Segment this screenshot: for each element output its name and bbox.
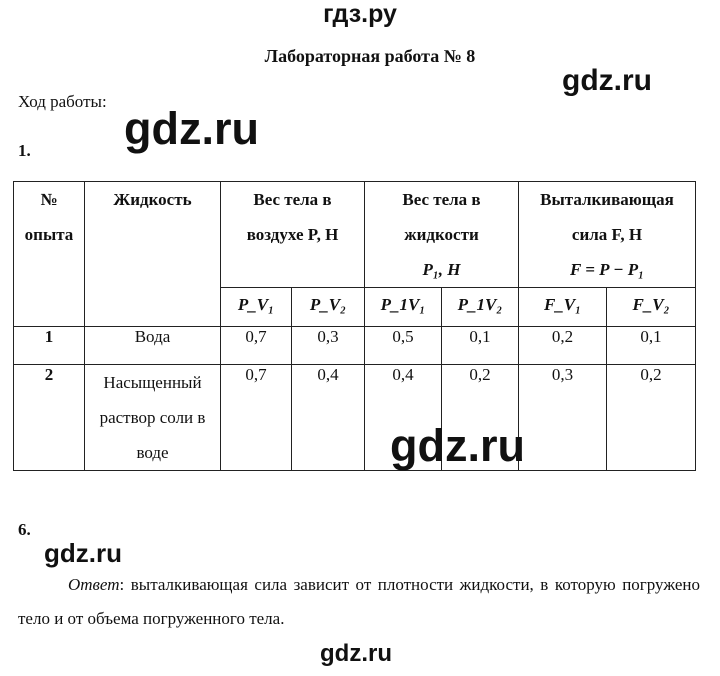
progress-label: Ход работы: <box>18 92 107 111</box>
subheader-cell: P_1V₂ <box>442 288 519 327</box>
col-header-number: № опыта <box>14 182 85 327</box>
watermark: gdz.ru <box>44 538 122 568</box>
row-liquid: Вода <box>85 327 221 365</box>
row-value: 0,2 <box>519 327 607 365</box>
data-table <box>13 181 696 471</box>
watermark: gdz.ru <box>320 640 392 667</box>
watermark: gdz.ru <box>390 420 525 471</box>
subheader-cell: P_1V₁ <box>365 288 442 327</box>
row-value: 0,1 <box>442 327 519 365</box>
subheader-cell: P_V₁ <box>221 288 292 327</box>
site-header: гдз.ру <box>323 0 397 28</box>
row-number: 2 <box>14 365 85 471</box>
row-value: 0,5 <box>365 327 442 365</box>
row-value: 0,3 <box>519 365 607 471</box>
step-number: 6. <box>18 520 31 539</box>
row-value: 0,7 <box>221 365 292 471</box>
col-header-liquid-weight: Вес тела в жидкости P₁, H <box>365 182 519 288</box>
col-header-liquid: Жидкость <box>85 182 221 327</box>
col-header-buoyant-force: Выталкивающая сила F, H F = P − P₁ <box>519 182 696 288</box>
row-value: 0,2 <box>442 365 519 471</box>
watermark: gdz.ru <box>124 103 259 154</box>
row-value: 0,4 <box>292 365 365 471</box>
subheader-cell: F_V₁ <box>519 288 607 327</box>
row-value: 0,7 <box>221 327 292 365</box>
answer-label: Ответ <box>68 575 120 594</box>
row-value: 0,2 <box>607 365 696 471</box>
table-header-row <box>14 182 696 288</box>
table-row <box>14 365 696 471</box>
subheader-cell: F_V₂ <box>607 288 696 327</box>
page-title: Лабораторная работа № 8 <box>264 46 476 66</box>
row-value: 0,1 <box>607 327 696 365</box>
table-row <box>14 327 696 365</box>
row-value: 0,3 <box>292 327 365 365</box>
row-liquid: Насыщенный раствор соли в воде <box>85 365 221 471</box>
row-number: 1 <box>14 327 85 365</box>
row-value: 0,4 <box>365 365 442 471</box>
step-number: 1. <box>18 141 31 160</box>
subheader-cell: P_V₂ <box>292 288 365 327</box>
answer-text: : выталкивающая сила зависит от плотности жидкости, в которую погружено тело и от объема погруженного тела. <box>18 575 700 628</box>
watermark: gdz.ru <box>562 64 652 97</box>
answer-paragraph <box>18 568 700 636</box>
col-header-air-weight: Вес тела в воздухе P, Н <box>221 182 365 288</box>
